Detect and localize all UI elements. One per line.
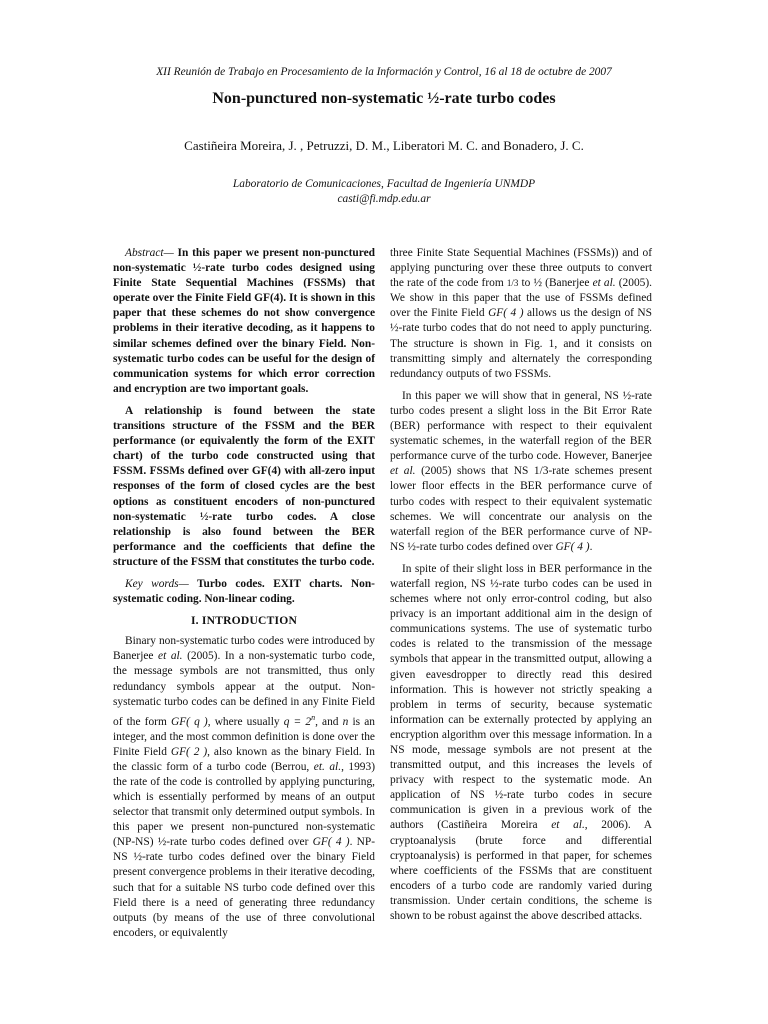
intro-text-d: , and: [315, 715, 339, 728]
intro-paragraph-1: [113, 634, 375, 941]
right-text-a: three Finite State Sequential Machines (FSSMs)) and of applying puncturing over these three outputs to convert the rate of the code from: [390, 247, 652, 290]
intro-text-e: is an integer, and the most common definition is done over the Finite Field: [113, 715, 375, 758]
abstract-paragraph-1: [113, 246, 375, 397]
fraction-one-third: 1/3: [506, 278, 519, 289]
right-et-al-2: et al.: [390, 465, 416, 478]
right-text-p2a: In this paper we will show that in general, NS ½-rate turbo codes present a slight loss in the Bit Error Rate (BER) performance with respect to their equivalent systematic schemes, in the waterfall region of the BER performance curve of the turbo code. However, Banerjee: [390, 389, 652, 463]
keywords-label: Key words—: [125, 577, 189, 590]
math-q-eq: [283, 712, 316, 728]
math-gf-4: GF( 4 ): [312, 836, 350, 849]
math-gf-4-right: GF( 4 ): [488, 307, 524, 320]
right-text-c: (2005). We show in this paper that the use of FSSMs defined over the Finite Field: [390, 277, 652, 320]
conference-header: XII Reunión de Trabajo en Procesamiento de la Información y Control, 16 al 18 de octubre de 2007: [156, 66, 612, 78]
math-gf-q: GF( q ): [170, 715, 208, 728]
abstract-text-1: In this paper we present non-punctured non-systematic ½-rate turbo codes designed using Finite State Sequential Machines (FSSMs) that operate over the Finite Field GF(4). It is shown in this paper that these schemes do not show convergence problems in their iterative decoding, as it happens to similar schemes defined over the binary Field. Non-systematic turbo codes can be useful for the design of communication systems for which error correction and encryption are two important goals.: [113, 247, 375, 395]
right-et-al: et al.: [592, 277, 616, 290]
math-gf-2: GF( 2 ): [170, 745, 208, 758]
author-list: Castiñeira Moreira, J. , Petruzzi, D. M., Liberatori M. C. and Bonadero, J. C.: [184, 138, 584, 153]
right-paragraph-1: [390, 246, 652, 382]
math-q-exp: n: [311, 712, 316, 722]
affiliation-block: [0, 177, 768, 207]
left-column: [113, 246, 375, 941]
intro-text-b: (2005). In a non-systematic turbo code, the message symbols are not transmitted, thus only redundancy symbols appear at the output. Non-systematic turbo codes can be defined in any Finite Field of the form: [113, 650, 375, 728]
right-paragraph-2: [390, 389, 652, 555]
intro-et-al: et al.: [158, 650, 183, 663]
right-text-b: to ½ (Banerjee: [521, 277, 590, 290]
paper-title: Non-punctured non-systematic ½-rate turbo codes: [212, 90, 556, 107]
math-q-base: q = 2: [283, 715, 312, 728]
intro-text-f: , also known as the binary Field. In the classic form of a turbo code (Berrou,: [113, 745, 375, 773]
keywords-text: Turbo codes. EXIT charts. Non-systematic coding. Non-linear coding.: [113, 577, 375, 606]
intro-text-a: Binary non-systematic turbo codes were introduced by Banerjee: [113, 635, 375, 663]
right-paragraph-3: [390, 562, 652, 924]
right-text-p2c: .: [589, 540, 593, 553]
keywords-paragraph: [113, 577, 375, 607]
math-n: n: [342, 715, 349, 728]
intro-text-c: , where usually: [207, 715, 280, 728]
intro-et-al-2: et. al.: [313, 760, 342, 773]
affiliation: Laboratorio de Comunicaciones, Facultad de Ingeniería UNMDP: [232, 178, 536, 190]
right-et-al-3: et al.: [551, 819, 585, 832]
right-text-p3a: In spite of their slight loss in BER performance in the waterfall region, NS ½-rate turbo codes can be used in schemes where not only error-control coding, but also privacy is an important additional aim in the design of communications systems. The use of systematic turbo codes is related to the transmission of the message symbols that appear in the transmitted output, allowing a given eavesdropper to directly read this desired information. This is however not strictly speaking a problem in terms of security, because systematic information can be externally protected by applying an encryption algorithm over this message information. In a NS mode, message symbols are not present at the transmitted output, and this increases the levels of privacy with respect to the systematic mode. An application of NS ½-rate turbo codes in secure communication is given in a previous work of the authors (Castiñeira Moreira: [390, 562, 652, 832]
section-heading-introduction: I. INTRODUCTION: [190, 614, 298, 628]
email: casti@fi.mdp.edu.ar: [337, 193, 431, 205]
abstract-paragraph-2: A relationship is found between the state transitions structure of the FSSM and the BER performance (or equivalently the form of the EXIT chart) of the turbo code constructed using that FSSM. FSSMs defined over GF(4) with all-zero input responses of the form of closed cycles are the best options as constituent encoders of non-punctured non-systematic ½-rate turbo codes. A close relationship is also found between the BER performance and the coefficients that define the structure of the FSSM that constitutes the turbo code.: [113, 404, 375, 568]
intro-text-g: , 1993) the rate of the code is controlled by applying puncturing, which is essentially performed by means of an output selector that transmit only determined output symbols. In this paper we present non-punctured non-systematic (NP-NS) ½-rate turbo codes defined over: [113, 760, 375, 849]
right-text-d: allows us the design of NS ½-rate turbo codes that do not need to apply puncturing. The structure is shown in Fig. 1, and it consists on transmitting simply and alternately the corresponding redundancy outputs of two FSSMs.: [390, 307, 652, 380]
intro-text-h: . NP-NS ½-rate turbo codes defined over the binary Field present convergence problems in their iterative decoding, such that for a suitable NS turbo code defined over this Field there is a need of generating three redundancy outputs (by means of the use of three convolutional encoders, or equivalently: [113, 836, 375, 939]
abstract-label: Abstract—: [125, 247, 174, 259]
math-gf-4-right-2: GF( 4 ): [555, 540, 590, 553]
right-text-p2b: (2005) shows that NS 1/3-rate schemes present lower floor effects in the BER performance curve of turbo codes with respect to their equivalent systematic schemes. We will concentrate our analysis on the waterfall region of the BER performance curve of NP-NS ½-rate turbo codes defined over: [390, 465, 652, 553]
right-column: [390, 246, 652, 931]
right-text-p3b: , 2006). A cryptoanalysis (brute force and differential cryptoanalysis) is performed in that paper, for schemes where coefficients of the FSSMs that are constituent encoders of a turbo code are randomly varied during transmission. Under certain conditions, the scheme is shown to be robust against the above described attacks.: [390, 819, 652, 923]
